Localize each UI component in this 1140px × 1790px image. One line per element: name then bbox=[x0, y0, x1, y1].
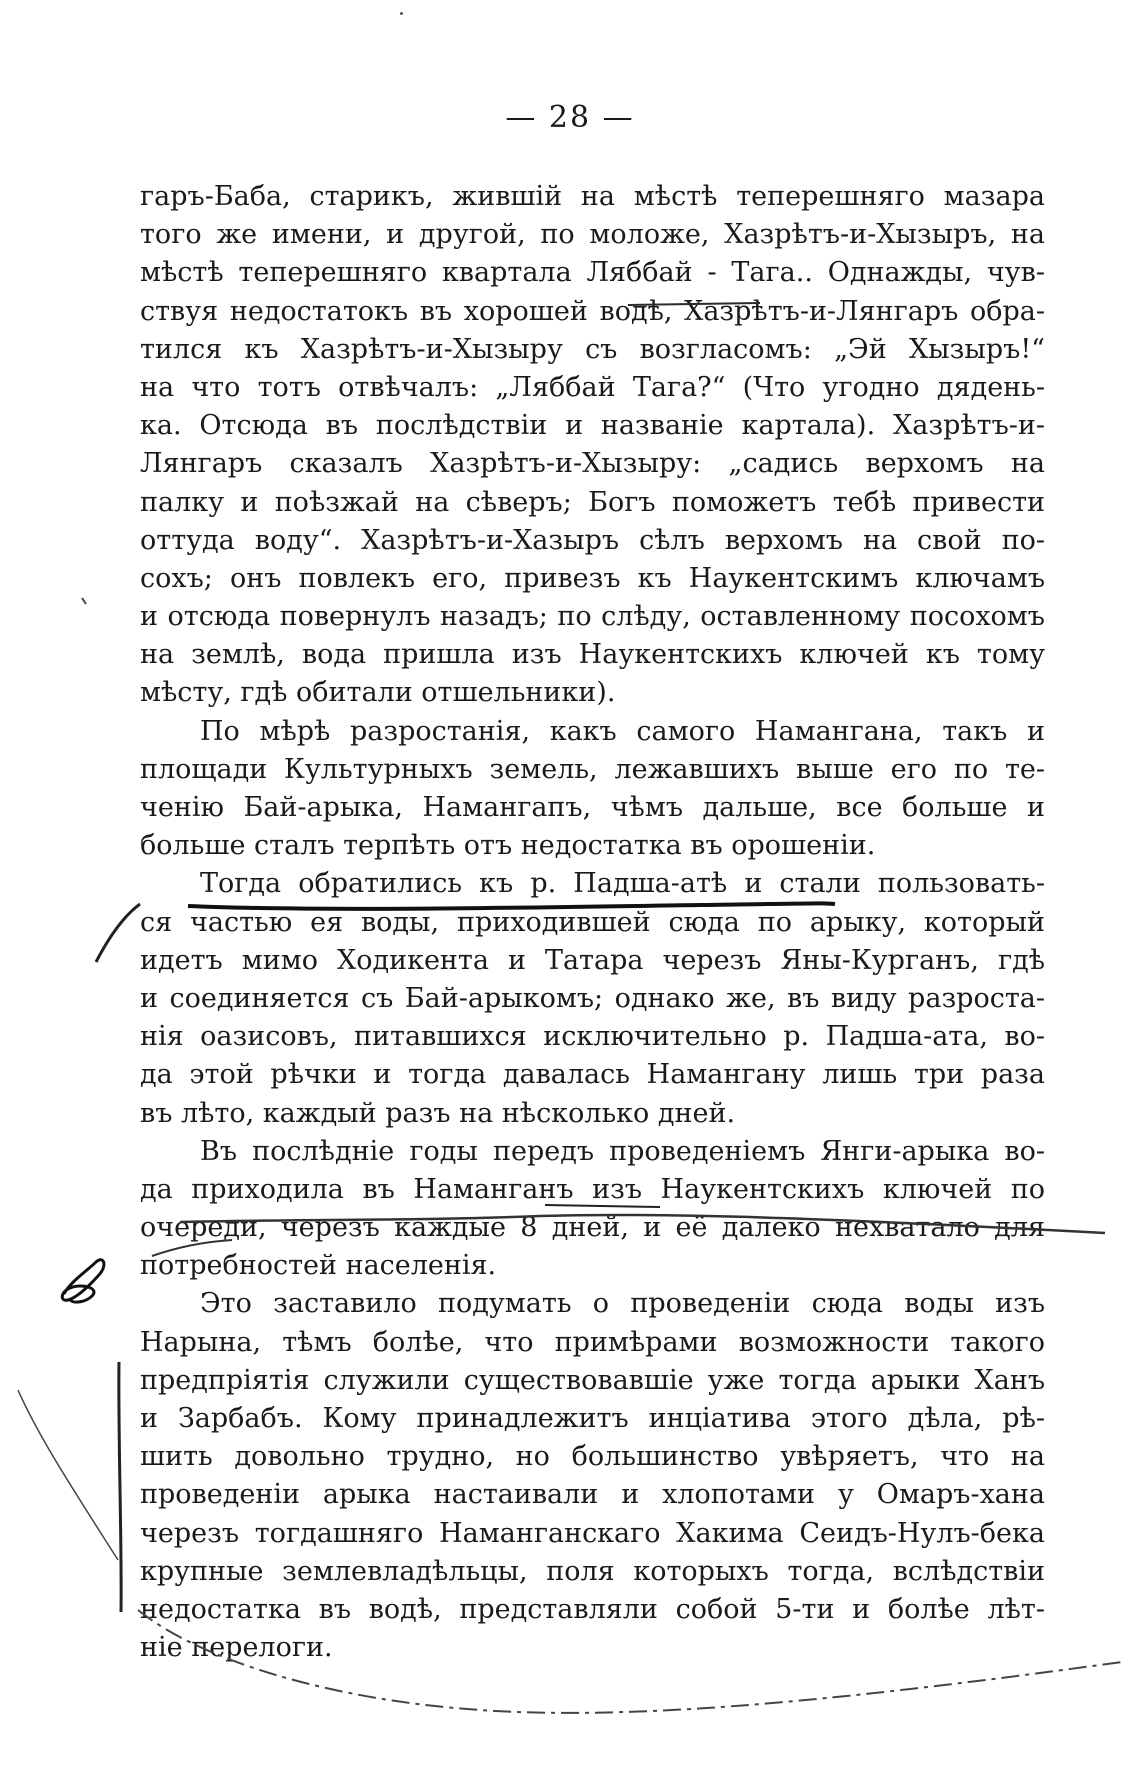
page-number: — 28 — bbox=[505, 100, 635, 135]
text-line: тился къ Хазрѣтъ-и-Хызыру съ возгласомъ: „Эй Хызыръ!“ bbox=[140, 333, 1045, 365]
text-line: нія оазисовъ, питавшихся исключительно р. Падша-ата, во- bbox=[140, 1021, 1045, 1053]
text-line: палку и поѣзжай на сѣверъ; Богъ поможетъ тебѣ привести bbox=[140, 486, 1045, 518]
text-line: По мѣрѣ разростанія, какъ самого Намангана, такъ и bbox=[200, 715, 1045, 747]
margin-tick-mark bbox=[96, 904, 140, 962]
scan-speck bbox=[400, 12, 403, 15]
text-line: площади Культурныхъ земель, лежавшихъ выше его по те- bbox=[140, 753, 1045, 785]
text-line: проведеніи арыка настаивали и хлопотами у Омаръ-хана bbox=[140, 1479, 1045, 1511]
text-line: мѣстѣ теперешняго квартала Ляббай - Тага.. Однажды, чув- bbox=[140, 257, 1045, 289]
text-line: шить довольно трудно, но большинство увѣряетъ, что на bbox=[140, 1441, 1045, 1473]
text-line: ченію Бай-арыка, Намангапъ, чѣмъ дальше, все больше и bbox=[140, 792, 1045, 823]
text-line: потребностей населенія. bbox=[140, 1250, 497, 1282]
text-line: гаръ-Баба, старикъ, жившій на мѣстѣ теперешняго мазара bbox=[140, 181, 1045, 212]
text-line: крупные землевладѣльцы, поля которыхъ тогда, вслѣдствіи bbox=[140, 1555, 1045, 1587]
text-line: и отсюда повернулъ назадъ; по слѣду, оставленному посохомъ bbox=[140, 601, 1045, 633]
text-line: ка. Отсюда въ послѣдствіи и названіе картала). Хазрѣтъ-и- bbox=[140, 410, 1045, 442]
text-line: на землѣ, вода пришла изъ Наукентскихъ ключей къ тому bbox=[140, 639, 1045, 671]
text-line: на что тотъ отвѣчалъ: „Ляббай Тага?“ (Что угодно дядень- bbox=[140, 371, 1045, 403]
text-line: да приходила въ Наманганъ изъ Наукентскихъ ключей по bbox=[140, 1173, 1045, 1205]
text-line: Нарына, тѣмъ болѣе, что примѣрами возможности такого bbox=[140, 1326, 1045, 1358]
text-line: Въ послѣдніе годы передъ проведеніемъ Янги-арыка во- bbox=[200, 1135, 1045, 1167]
text-line: предпріятія служили существовавшіе уже тогда арыки Ханъ bbox=[140, 1364, 1045, 1396]
text-line: недостатка въ водѣ, представляли собой 5-ти и болѣе лѣт- bbox=[140, 1593, 1045, 1625]
margin-stroke-mark bbox=[18, 1390, 118, 1560]
margin-dot-mark bbox=[82, 598, 86, 604]
text-line: да этой рѣчки и тогда давалась Намангану лишь три раза bbox=[140, 1059, 1045, 1091]
text-line: и Зарбабъ. Кому принадлежитъ инціатива этого дѣла, рѣ- bbox=[140, 1403, 1045, 1434]
text-line: идетъ мимо Ходикента и Татара черезъ Яны-Курганъ, гдѣ bbox=[140, 944, 1045, 976]
text-line: мѣсту, гдѣ обитали отшельники). bbox=[140, 677, 616, 709]
margin-bracket-mark bbox=[119, 1362, 121, 1612]
text-line: того же имени, и другой, по моложе, Хазрѣтъ-и-Хызыръ, на bbox=[140, 219, 1045, 251]
text-line: въ лѣто, каждый разъ на нѣсколько дней. bbox=[140, 1097, 736, 1129]
text-line: ся частью ея воды, приходившей сюда по арыку, который bbox=[140, 906, 1045, 938]
text-line: Тогда обратились къ р. Падша-атѣ и стали пользовать- bbox=[200, 868, 1045, 900]
text-line: больше сталъ терпѣть отъ недостатка въ орошеніи. bbox=[140, 830, 876, 862]
text-line: ніе перелоги. bbox=[140, 1632, 333, 1664]
text-line: очереди, черезъ каждые 8 дней, и её далеко нехватало для bbox=[140, 1212, 1045, 1244]
text-line: Лянгаръ сказалъ Хазрѣтъ-и-Хызыру: „садись верхомъ на bbox=[140, 448, 1045, 480]
text-line: Это заставило подумать о проведеніи сюда воды изъ bbox=[200, 1288, 1045, 1320]
text-line: ствуя недостатокъ въ хорошей водѣ, Хазрѣтъ-и-Лянгаръ обра- bbox=[140, 295, 1045, 327]
text-line: черезъ тогдашняго Наманганскаго Хакима Сеидъ-Нулъ-бека bbox=[140, 1517, 1045, 1549]
body-text bbox=[140, 178, 1045, 1667]
text-line: сохъ; онъ повлекъ его, привезъ къ Наукентскимъ ключамъ bbox=[140, 562, 1045, 594]
text-line: и соединяется съ Бай-арыкомъ; однако же, въ виду разроста- bbox=[140, 982, 1045, 1014]
text-line: оттуда воду“. Хазрѣтъ-и-Хазыръ сѣлъ верхомъ на свой по- bbox=[140, 524, 1045, 556]
margin-symbol-mark bbox=[62, 1260, 104, 1302]
